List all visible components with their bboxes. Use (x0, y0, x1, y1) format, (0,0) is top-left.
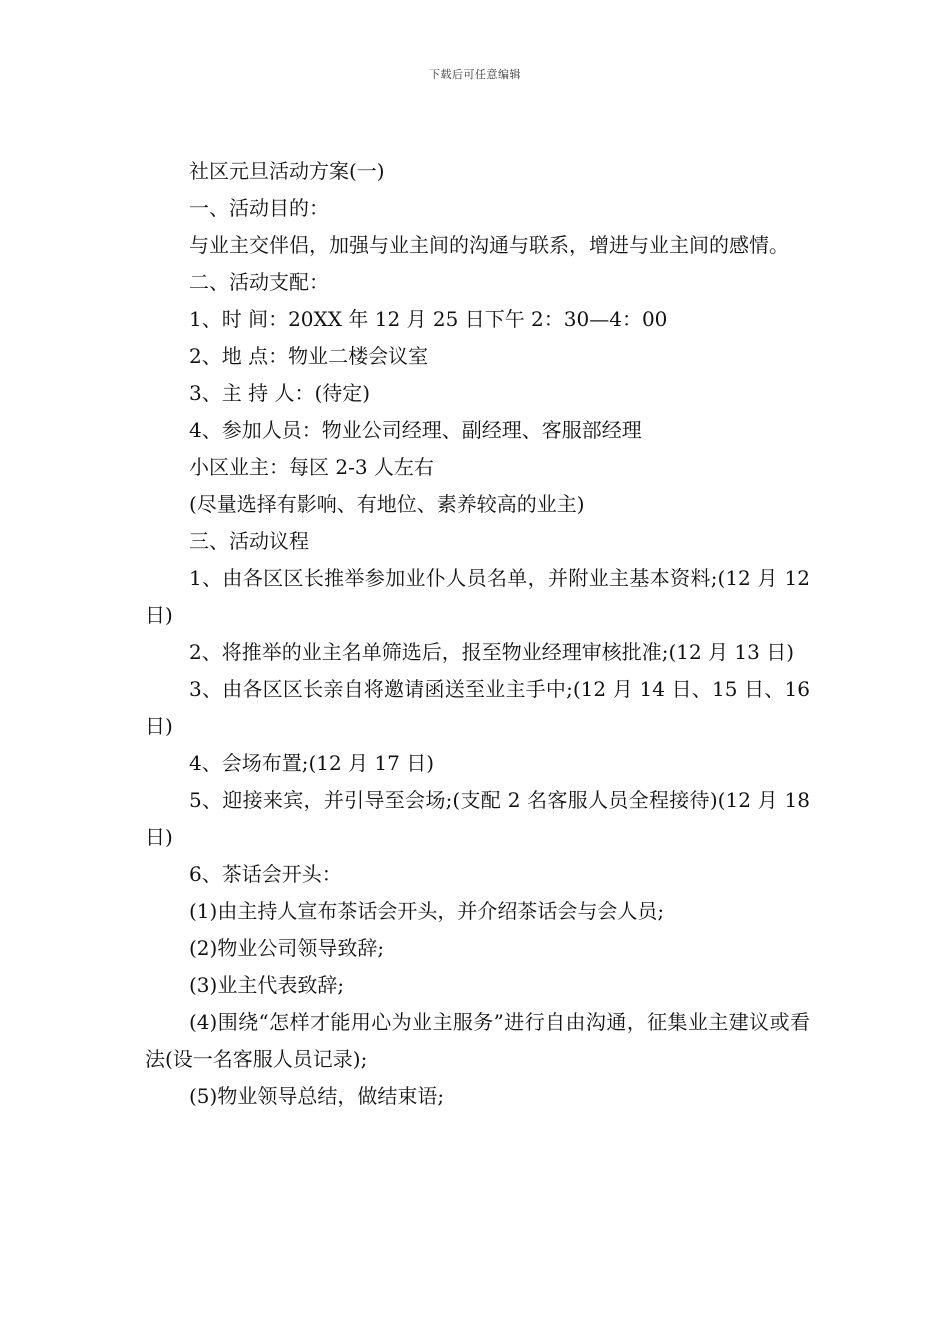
tea-party-step: (5)物业领导总结，做结束语; (189, 1084, 445, 1108)
section-heading-arrangement: 二、活动支配： (189, 270, 329, 294)
arrangement-item: (尽量选择有影响、有地位、素养较高的业主) (189, 492, 585, 516)
paragraph-purpose: 与业主交伴侣，加强与业主间的沟通与联系，增进与业主间的感情。 (189, 233, 789, 257)
document-title: 社区元旦活动方案(一) (189, 159, 385, 183)
agenda-item: 4、会场布置;(12 月 17 日) (189, 751, 435, 775)
document-body (145, 153, 810, 1115)
section-heading-agenda: 三、活动议程 (189, 529, 309, 553)
agenda-item: 2、将推举的业主名单筛选后，报至物业经理审核批准;(12 月 13 日) (189, 640, 795, 664)
agenda-item: 6、茶话会开头： (189, 862, 342, 886)
section-heading-purpose: 一、活动目的： (189, 196, 329, 220)
agenda-item: 1、由各区区长推举参加业仆人员名单，并附业主基本资料;(12 月 12 日) (145, 566, 810, 627)
header-note: 下载后可任意编辑 (429, 68, 521, 81)
agenda-item: 3、由各区区长亲自将邀请函送至业主手中;(12 月 14 日、15 日、16 日) (145, 677, 810, 738)
tea-party-step: (1)由主持人宣布茶话会开头，并介绍茶话会与会人员; (189, 899, 665, 923)
tea-party-step: (3)业主代表致辞; (189, 973, 345, 997)
arrangement-item: 2、地 点：物业二楼会议室 (189, 344, 429, 368)
agenda-item: 5、迎接来宾，并引导至会场;(支配 2 名客服人员全程接待)(12 月 18 日) (145, 788, 810, 849)
arrangement-item: 4、参加人员：物业公司经理、副经理、客服部经理 (189, 418, 642, 442)
tea-party-step: (4)围绕“怎样才能用心为业主服务”进行自由沟通，征集业主建议或看法(设一名客服人员记录); (145, 1010, 810, 1071)
tea-party-step: (2)物业公司领导致辞; (189, 936, 385, 960)
arrangement-item: 1、时 间：20XX 年 12 月 25 日下午 2：30—4：00 (189, 307, 668, 331)
arrangement-item: 3、主 持 人：(待定) (189, 381, 371, 405)
arrangement-item: 小区业主：每区 2-3 人左右 (189, 455, 434, 479)
